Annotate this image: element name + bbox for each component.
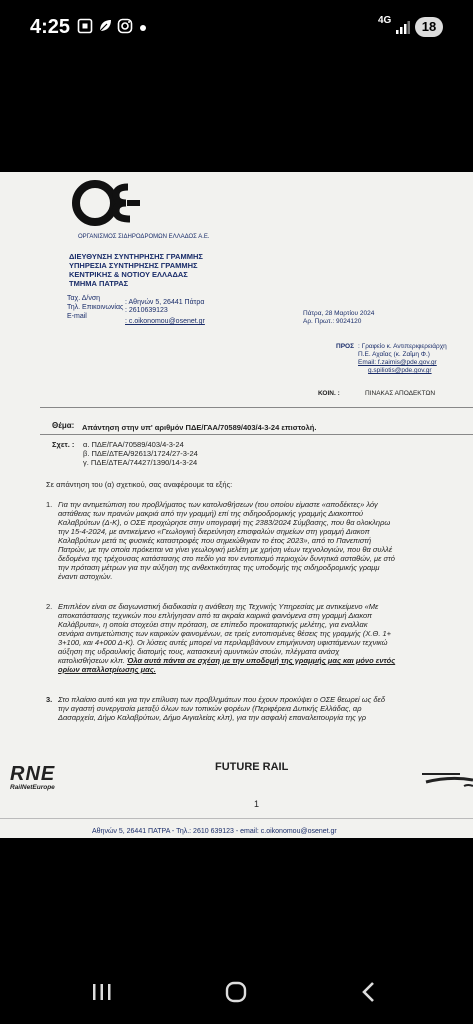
org-name: ΟΡΓΑΝΙΣΜΟΣ ΣΙΔΗΡΟΔΡΟΜΩΝ ΕΛΛΑΔΟΣ Α.Ε. — [78, 234, 210, 240]
related-item: α. ΠΔΕ/ΓΑΑ/70589/403/4-3-24 — [83, 440, 184, 449]
dept-line: ΥΠΗΡΕΣΙΑ ΣΥΝΤΗΡΗΣΗΣ ΓΡΑΜΜΗΣ — [69, 261, 198, 270]
screen-record-icon — [77, 18, 93, 34]
item2-line: αποκατάστασης τεχνικών που επλήγησαν από τα ακραία καιρικά φαινόμενα στη γραμμή Διακοπ — [58, 611, 373, 620]
subject-text: Απάντηση στην υπ' αριθμόν ΠΔΕ/ΓΑΑ/70589/403/4-3-24 επιστολή. — [82, 423, 317, 432]
to-line: g.spiliotis@pde.gov.gr — [368, 367, 432, 374]
ose-logo — [68, 178, 158, 234]
item1-line: την 15-4-2024, με αντικείμενο «Γεωλογική διερεύνηση επισφαλών σημείων στη γραμμή Διακοπ — [58, 527, 370, 536]
item1-line: έναντι αστοχιών. — [58, 572, 113, 581]
item2-line: 3+100, και 4+000 Δ-Κ). Οι λύσεις αυτές μπορεί να περιλαμβάνουν επιμήκυνση υφιστάμενων τεχνικώ — [58, 638, 388, 647]
document-image — [0, 172, 473, 838]
item2-underlined: Όλα αυτά πάντα σε σχέση με την υποδομή της γραμμής μας και μόνο εντός — [127, 656, 396, 665]
item1-line: Για την αντιμετώπιση του προβλήματος των κατολισθήσεων (του οποίου είμαστε «αποδέκτες» λόγ — [58, 500, 378, 509]
cc-label: ΚΟΙΝ. : — [318, 390, 340, 397]
recents-icon[interactable] — [80, 970, 124, 1014]
item1-line: αστάθειας των πρανών μακριά από την γραμμή) επί της σιδηροδρομικής γραμμής Διακοπτού — [58, 509, 364, 518]
item1-line: Πατρών, με την οποία πρόκειται να γίνει γεωλογική μελέτη με χρήση νέων τεχνολογιών, που θα συλλέ — [58, 545, 393, 554]
item2-line: Επιπλέον είναι σε διαγωνιστική διαδικασία η ανάθεση της Τεχνικής Υπηρεσίας με αντικείμενο «Με — [58, 602, 379, 611]
item1-line: Καλαβρύτων (Δ-Κ), ο ΟΣΕ προχώρησε στην υπογραφή της 2383/2024 Σύμβασης, που θα ολοκληρω — [58, 518, 391, 527]
notification-dot-icon — [140, 25, 146, 31]
navigation-bar — [0, 960, 473, 1024]
item2-line: Καλάβρυτα», η οποία στοχεύει στην πρόταση, σε επίπεδο προκαταρτικής μελέτης, για εναλλακ — [58, 620, 368, 629]
item3-line: την αγαστή συνεργασία μεταξύ όλων των τοπικών φορέων (Περιφέρεια Δυτικής Ελλάδας, αρ — [58, 704, 362, 713]
item2-line — [58, 656, 395, 665]
item-number: 2. — [46, 602, 53, 611]
rne-logo-subtext: RailNetEurope — [10, 784, 55, 791]
address-label: Ταχ. Δ/νση — [67, 295, 101, 302]
to-line: Email: f.zaimis@pde.gov.gr — [358, 359, 437, 366]
status-time: 4:25 — [30, 16, 71, 38]
to-line: Π.Ε. Αχαΐας (κ. Ζαΐμη Φ.) — [358, 351, 430, 358]
email-value: : c.oikonomou@osenet.gr — [125, 318, 205, 325]
date-line: Πάτρα, 28 Μαρτίου 2024 — [303, 310, 375, 317]
dept-line: ΤΜΗΜΑ ΠΑΤΡΑΣ — [69, 279, 129, 288]
intro-text: Σε απάντηση του (α) σχετικού, σας αναφέρουμε τα εξής: — [46, 480, 233, 489]
subject-label: Θέμα: — [52, 421, 75, 430]
item1-line: δεδομένα της τρέχουσας κατάστασης στο πεδίο για τον εντοπισμό περιοχών δυνητικά ασταθών, με στό — [58, 554, 395, 563]
network-type: 4G — [378, 15, 392, 26]
dept-line: ΔΙΕΥΘΥΝΣΗ ΣΥΝΤΗΡΗΣΗΣ ΓΡΑΜΜΗΣ — [69, 252, 203, 261]
instagram-icon — [117, 18, 133, 34]
battery-icon: 18 — [415, 17, 443, 37]
leaf-icon — [97, 18, 113, 34]
rne-logo-text: RNE — [10, 763, 56, 785]
item-number: 3. — [46, 695, 53, 704]
item3-line: Δασαρχεία, Δήμο Καλαβρύτων, Δήμο Αιγιαλείας κλπ), για την ασφαλή επαναλειτουργία της γρ — [58, 713, 367, 722]
item2-line-text: κατολισθήσεων κλπ. — [58, 656, 128, 665]
item2-line: σενάρια αντιμετώπισης των καιρικών φαινομένων, σε τρείς εντοπισμένες θέσεις της γραμμής (Χ.Θ. 1+ — [58, 629, 392, 638]
item2-line: ορίων απαλλοτρίωσης μας. — [58, 665, 156, 674]
cc-value: ΠΙΝΑΚΑΣ ΑΠΟΔΕΚΤΩΝ — [365, 390, 436, 397]
rne-logo — [10, 764, 90, 794]
footer-address: Αθηνών 5, 26441 ΠΑΤΡΑ - Τηλ.: 2610 639123 - email: c.oikonomou@osenet.gr — [92, 828, 337, 835]
item2-line: αύξηση της υδραυλικής διατομής τους, κατασκευή αμυντικών στοών, πλέγματα ανάσχ — [58, 647, 340, 656]
dept-line: ΚΕΝΤΡΙΚΗΣ & ΝΟΤΙΟΥ ΕΛΛΑΔΑΣ — [69, 270, 188, 279]
to-label: ΠΡΟΣ — [336, 343, 354, 350]
related-item: β. ΠΔΕ/ΔΤΕΑ/92613/1724/27-3-24 — [83, 449, 198, 458]
item1-line: την πρόταση μέτρων για την αύξηση της ανθεκτικότητας της υποδομής της σιδηροδρομικής γραμμ — [58, 563, 380, 572]
status-bar — [0, 0, 473, 56]
home-icon[interactable] — [214, 970, 258, 1014]
protocol-line: Αρ. Πρωτ.: 9024120 — [303, 318, 362, 325]
back-icon[interactable] — [348, 970, 392, 1014]
item1-line: Καλαβρύτων μετά τις φυσικές καταστροφές που σημειώθηκαν το έτος 2023», από το Πανεπιστή — [58, 536, 372, 545]
future-rail-logo: FUTURE RAIL — [215, 761, 289, 773]
rail-swoosh-logo — [420, 766, 473, 792]
item3-line: Στο πλαίσιο αυτό και για την επίλυση των προβλημάτων που έχουν προκύψει ο ΟΣΕ θεωρεί ως δεδ — [58, 695, 386, 704]
related-item: γ. ΠΔΕ/ΔΤΕΑ/74427/1390/14-3-24 — [83, 458, 198, 467]
phone-value: : 2610639123 — [125, 307, 168, 314]
email-label: E-mail — [67, 313, 87, 320]
address-value: : Αθηνών 5, 26441 Πάτρα — [125, 299, 205, 306]
divider — [40, 407, 473, 408]
related-label: Σχετ. : — [52, 440, 75, 449]
to-line: : Γραφείο κ. Αντιπεριφερειάρχη — [358, 343, 447, 350]
divider — [40, 434, 473, 435]
page-number: 1 — [254, 799, 260, 809]
phone-label: Τηλ. Επικοινωνίας — [67, 304, 124, 311]
item-number: 1. — [46, 500, 53, 509]
signal-icon — [396, 20, 410, 34]
footer-rule — [0, 818, 473, 819]
